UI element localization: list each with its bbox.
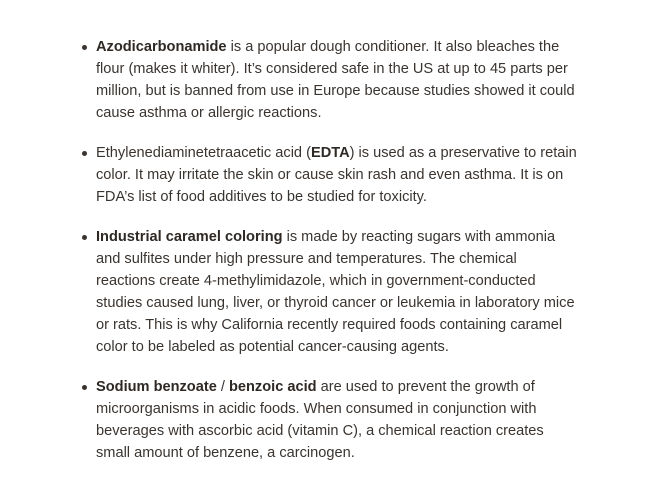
list-item-azodicarbonamide [78,36,578,124]
article-content [78,36,578,464]
term-sodium-benzoate: Sodium benzoate [96,379,217,395]
term-benzoic-acid: benzoic acid [228,379,317,395]
item-text: is made by reacting sugars with ammonia and sulfites under high pressure and temperatures. The chemical reactions create 4-methylimidazole, which in government-conducted studies caused lung, liver, or thyroid cancer or leukemia in laboratory mice or rats. This is why California recently required foods containing caramel color to be labeled as potential cancer-causing agents. [96,229,575,355]
additive-list [78,36,578,464]
item-text: ) is used as a preservative to retain color. It may irritate the skin or cause skin rash and even asthma. It is on FDA’s list of food additives to be studied for toxicity. [96,145,577,205]
item-text: is a popular dough conditioner. It also bleaches the flour (makes it whiter). It’s considered safe in the US at up to 45 parts per million, but is banned from use in Europe because studies showed it could cause asthma or allergic reactions. [96,39,575,121]
bullet-icon [82,235,87,240]
term-edta: EDTA [310,145,350,161]
list-item-sodium-benzoate [78,376,578,464]
bullet-icon [82,151,87,156]
term-separator: / [216,379,229,395]
term-azodicarbonamide: Azodicarbonamide [96,39,227,55]
term-caramel-coloring: Industrial caramel coloring [96,229,283,245]
list-item-caramel-coloring [78,226,578,358]
bullet-icon [82,385,87,390]
item-text: are used to prevent the growth of microorganisms in acidic foods. When consumed in conjunction with beverages with ascorbic acid (vitamin C), a chemical reaction creates small amount of benzene, a carcinogen. [96,379,544,461]
item-prefix: Ethylenediaminetetraacetic acid ( [96,145,311,161]
list-item-edta [78,142,578,208]
bullet-icon [82,45,87,50]
